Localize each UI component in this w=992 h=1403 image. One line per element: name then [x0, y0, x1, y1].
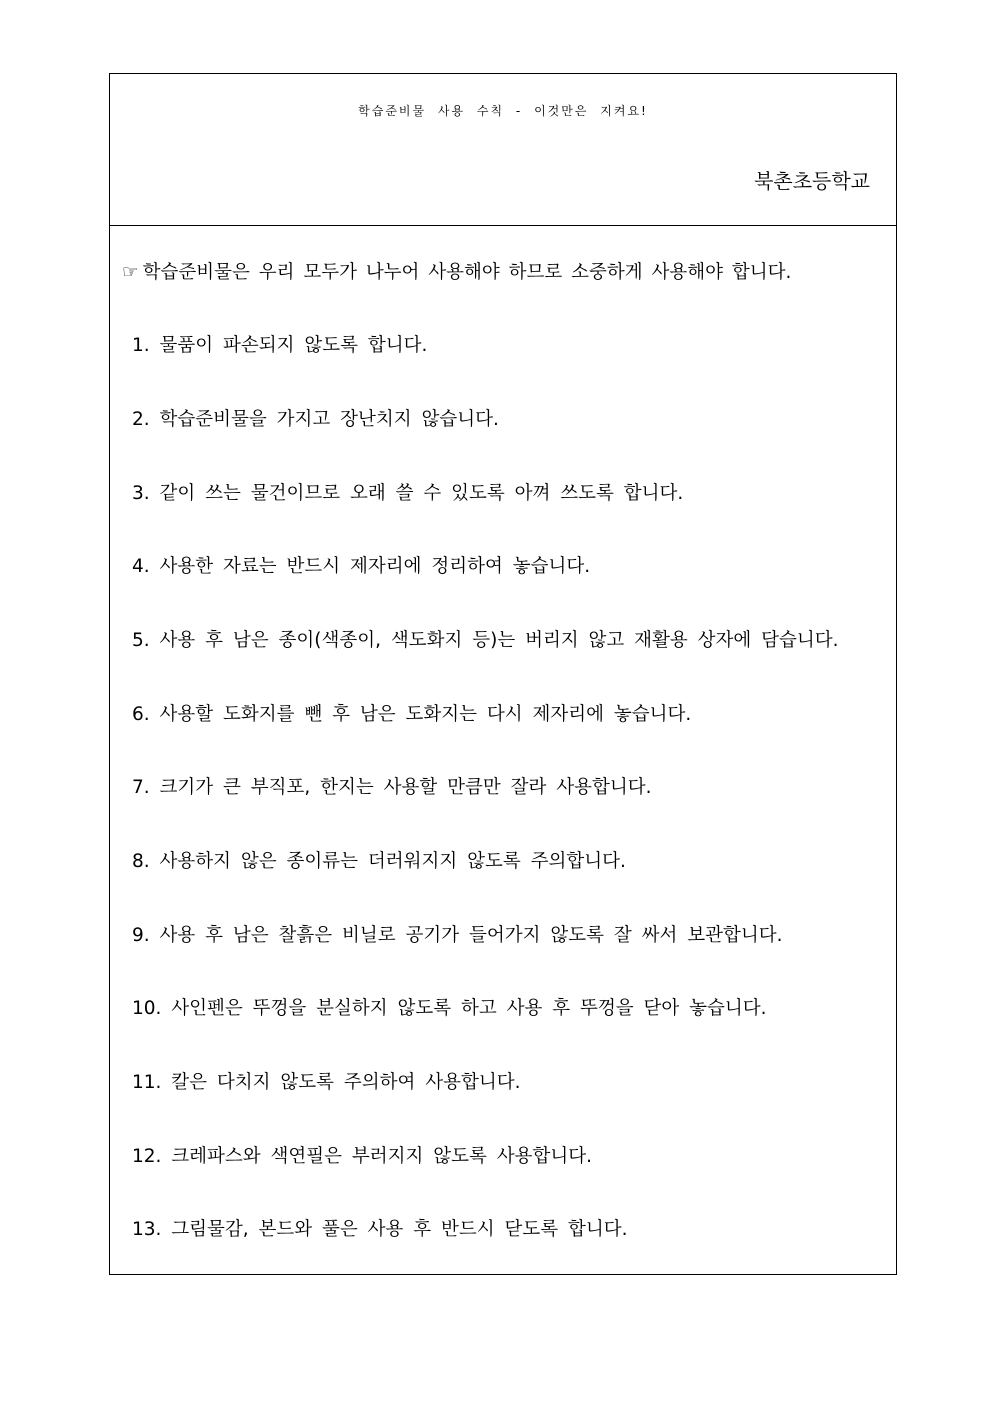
intro-notice	[122, 258, 791, 284]
document-header	[110, 74, 896, 226]
rule-item-8: 8. 사용하지 않은 종이류는 더러워지지 않도록 주의합니다.	[132, 851, 626, 872]
document-frame	[109, 73, 897, 1275]
rule-item-9: 9. 사용 후 남은 찰흙은 비닐로 공기가 들어가지 않도록 잘 싸서 보관합니다.	[132, 925, 783, 946]
rule-item-4: 4. 사용한 자료는 반드시 제자리에 정리하여 놓습니다.	[132, 556, 591, 577]
rule-item-6: 6. 사용할 도화지를 뺀 후 남은 도화지는 다시 제자리에 놓습니다.	[132, 704, 692, 725]
rule-item-5: 5. 사용 후 남은 종이(색종이, 색도화지 등)는 버리지 않고 재활용 상자에 담습니다.	[132, 630, 839, 651]
rule-item-11: 11. 칼은 다치지 않도록 주의하여 사용합니다.	[132, 1072, 521, 1093]
rule-item-12: 12. 크레파스와 색연필은 부러지지 않도록 사용합니다.	[132, 1146, 592, 1167]
rule-item-2: 2. 학습준비물을 가지고 장난치지 않습니다.	[132, 409, 499, 430]
rule-item-10: 10. 사인펜은 뚜껑을 분실하지 않도록 하고 사용 후 뚜껑을 닫아 놓습니다.	[132, 998, 767, 1019]
page-title: 학습준비물 사용 수칙 - 이것만은 지켜요!	[358, 104, 648, 118]
rule-item-7: 7. 크기가 큰 부직포, 한지는 사용할 만큼만 잘라 사용합니다.	[132, 777, 652, 798]
rule-item-3: 3. 같이 쓰는 물건이므로 오래 쓸 수 있도록 아껴 쓰도록 합니다.	[132, 483, 684, 504]
school-name: 북촌초등학교	[754, 169, 870, 193]
intro-text: 학습준비물은 우리 모두가 나누어 사용해야 하므로 소중하게 사용해야 합니다.	[142, 262, 792, 283]
pointing-hand-icon: ☞	[122, 262, 139, 283]
rule-item-1: 1. 물품이 파손되지 않도록 합니다.	[132, 335, 428, 356]
rule-item-13: 13. 그림물감, 본드와 풀은 사용 후 반드시 닫도록 합니다.	[132, 1219, 628, 1240]
